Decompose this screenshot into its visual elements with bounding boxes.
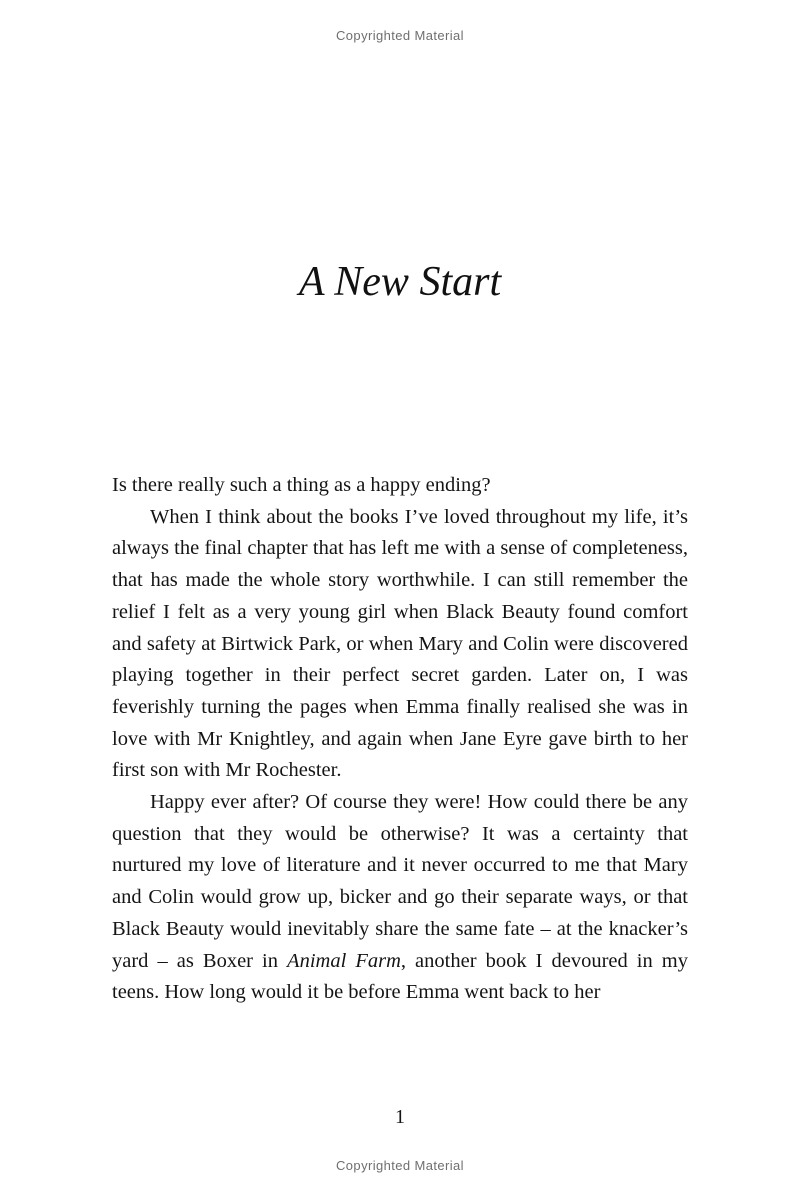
chapter-title: A New Start [298,259,502,305]
copyright-notice-bottom: Copyrighted Material [336,1158,464,1173]
copyright-notice-top: Copyrighted Material [336,28,464,43]
paragraph-text: Happy ever after? Of course they were! How could there be any question that they would be otherwise? It was a certainty that nurtured my love of literature and it never occurred to me that Mary and Colin would grow up, bicker and go their separate ways, or that Black Beauty would inevitably share the same fate – at the knacker’s yard – as Boxer in [112,791,688,972]
chapter-body [112,470,688,1009]
paragraph-opening: Is there really such a thing as a happy ending? [112,474,491,496]
page-number: 1 [395,1106,405,1128]
paragraph-text: , another book I devoured in my teens. How long would it be before Emma went back to her [112,949,689,1004]
book-title-italic: Animal Farm [287,949,401,972]
paragraph [112,787,688,1009]
paragraph: When I think about the books I’ve loved throughout my life, it’s always the final chapter that has left me with a sense of completeness, that has made the whole story worthwhile. I can still remember the relief I felt as a very young girl when Black Beauty found comfort and safety at Birtwick Park, or when Mary and Colin were discovered playing together in their perfect secret garden. Later on, I was feverishly turning the pages when Emma finally realised she was in love with Mr Knightley, and again when Jane Eyre gave birth to her first son with Mr Rochester. [112,505,688,782]
